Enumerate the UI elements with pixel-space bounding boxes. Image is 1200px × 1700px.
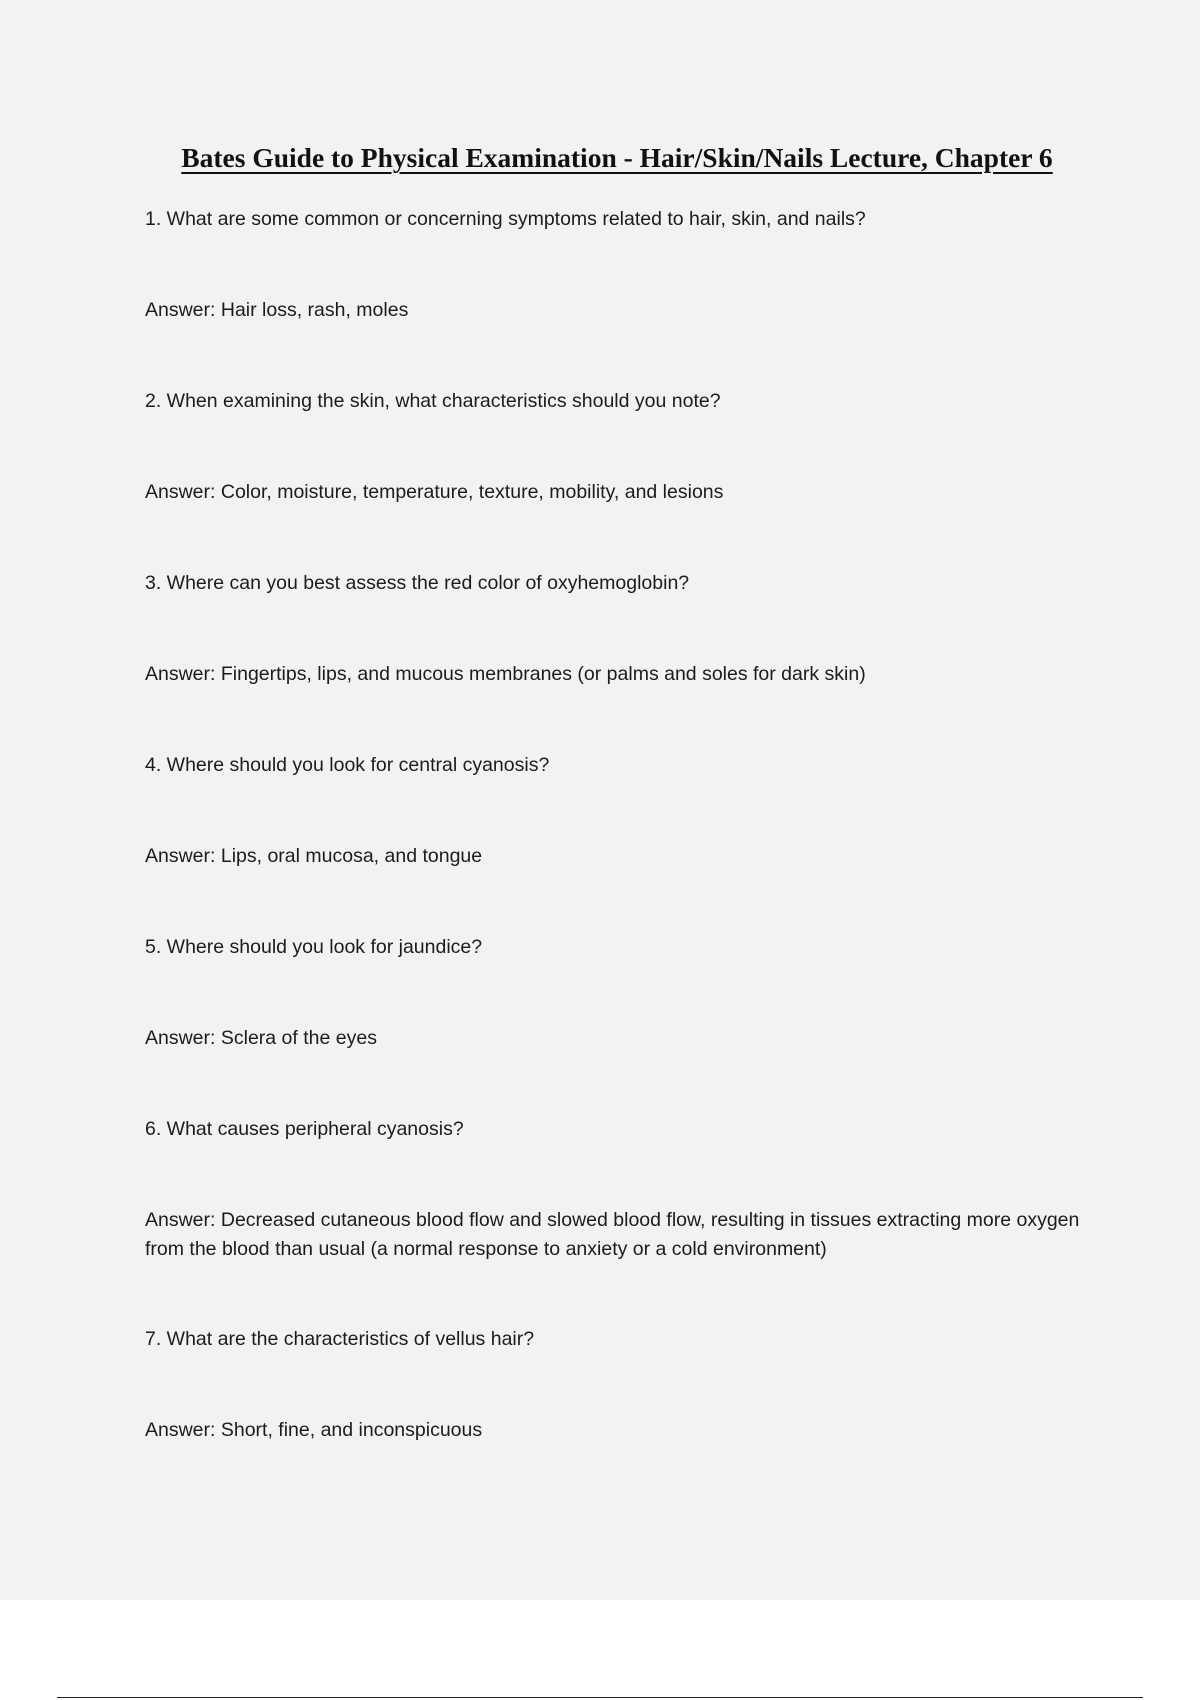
answer-6: Answer: Decreased cutaneous blood flow and slowed blood flow, resulting in tissues extracting more oxygen from the blood than usual (a normal response to anxiety or a cold environment) [145, 1209, 1080, 1260]
page-divider [57, 1697, 1143, 1698]
answer-5: Answer: Sclera of the eyes [145, 1027, 377, 1049]
question-7: 7. What are the characteristics of vellus hair? [145, 1328, 535, 1350]
question-5: 5. Where should you look for jaundice? [145, 936, 483, 958]
answer-1: Answer: Hair loss, rash, moles [145, 299, 409, 321]
question-4: 4. Where should you look for central cyanosis? [145, 754, 550, 776]
answer-2: Answer: Color, moisture, temperature, texture, mobility, and lesions [145, 481, 724, 503]
answer-4: Answer: Lips, oral mucosa, and tongue [145, 845, 483, 867]
document-title: Bates Guide to Physical Examination - Hair/Skin/Nails Lecture, Chapter 6 [181, 142, 1053, 173]
answer-3: Answer: Fingertips, lips, and mucous membranes (or palms and soles for dark skin) [145, 663, 866, 685]
question-3: 3. Where can you best assess the red color of oxyhemoglobin? [145, 572, 690, 594]
question-6: 6. What causes peripheral cyanosis? [145, 1118, 464, 1140]
question-1: 1. What are some common or concerning symptoms related to hair, skin, and nails? [145, 208, 866, 230]
question-2: 2. When examining the skin, what characteristics should you note? [145, 390, 721, 412]
answer-7: Answer: Short, fine, and inconspicuous [145, 1419, 483, 1441]
